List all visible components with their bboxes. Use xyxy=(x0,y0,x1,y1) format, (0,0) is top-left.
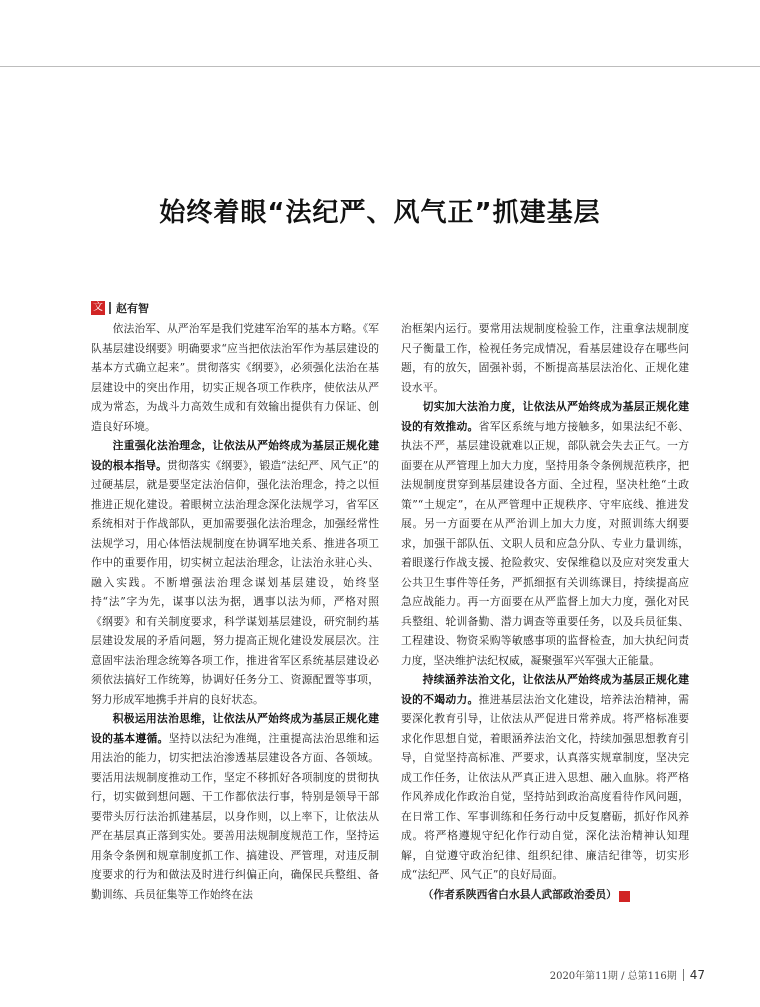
paragraph-body: 贯彻落实《纲要》，锻造“法纪严、风气正”的过硬基层，就是要坚定法治信仰，强化法治理念，持之以恒推进正规化建设。着眼树立法治理念深化法规学习，省军区系统相对于作战部队，更加需要强化法治理念，加强经常性法规学习，用心体悟法规制度在协调军地关系、推进各项工作中的重要作用，切实树立起法治理念，让法治永驻心头、融入实践。不断增强法治理念谋划基层建设，始终坚持“法”字为先，谋事以法为据，遇事以法为师，严格对照《纲要》和有关制度要求，科学谋划基层建设，研究制约基层建设发展的矛盾问题，努力提高正规化建设发展层次。注意固牢法治理念统筹各项工作，推进省军区系统基层建设必须依法搞好工作统筹，协调好任务分工、资源配置等事项，努力形成军地携手并肩的良好状态。 xyxy=(91,458,380,706)
end-mark-icon: G xyxy=(619,891,630,902)
section-lead: 持续涵养法治文化，让依法从严始终成为基层正规化建设的不竭动力。 xyxy=(401,673,689,706)
paragraph-continued: 治框架内运行。要常用法规制度检验工作，注重拿法规制度尺子衡量工作，检视任务完成情况，看基层建设存在哪些问题，有的放矢，固强补弱，不断提高基层法治化、正规化建设水平。 xyxy=(401,322,689,394)
byline-divider xyxy=(109,302,111,314)
paragraph-intro: 依法治军、从严治军是我们党建军治军的基本方略。《军队基层建设纲要》明确要求“应当把依法治军作为基层建设的基本方式确立起来”。贯彻落实《纲要》，必须强化法治在基层建设中的突出作用，切实正规各项工作秩序，使依法从严成为常态，为战斗力高效生成和有效输出提供有力保证、创造良好环境。 xyxy=(91,322,379,433)
author-name: 赵有智 xyxy=(116,302,149,315)
byline-tag: 文 xyxy=(93,302,103,313)
header-rule xyxy=(0,66,760,67)
author-affiliation xyxy=(401,885,689,905)
paragraph-body: 推进基层法治文化建设，培养法治精神，需要深化教育引导，让依法从严促进日常养成。将严格标准要求化作思想自觉，着眼涵养法治文化，持续加强思想教育引导，自觉坚持高标准、严要求，认真落实规章制度，坚决完成工作任务，让依法从严真正进入思想、融入血脉。将严格作风养成化作政治自觉，坚持站到政治高度看待作风问题，在日常工作、军事训练和任务行动中反复磨砺，抓好作风养成。将严格遵规守纪化作行动自觉，深化法治精神认知理解，自觉遵守政治纪律、组织纪律、廉洁纪律等，切实形成“法纪严、风气正”的良好局面。 xyxy=(401,692,690,881)
issue-info: 2020年第11期 / 总第116期 xyxy=(549,971,677,982)
section-lead: 注重强化法治理念，让依法从严始终成为基层正规化建设的根本指导。 xyxy=(91,439,379,472)
signature-text: （作者系陕西省白水县人武部政治委员） xyxy=(422,887,617,901)
section-lead: 切实加大法治力度，让依法从严始终成为基层正规化建设的有效推动。 xyxy=(401,400,689,433)
right-column xyxy=(401,319,689,904)
section-lead: 积极运用法治思维，让依法从严始终成为基层正规化建设的基本遵循。 xyxy=(91,712,379,745)
paragraph-legal-concept xyxy=(91,436,379,709)
paragraph-legal-thinking xyxy=(91,709,379,904)
article-title: 始终着眼“法纪严、风气正”抓建基层 xyxy=(159,198,601,228)
footer-divider xyxy=(683,969,684,981)
paragraph-legal-strength xyxy=(401,397,689,670)
page-footer xyxy=(550,967,705,982)
paragraph-body: 省军区系统与地方接触多，如果法纪不彰、执法不严，基层建设就难以正规，部队就会失去正气。一方面要在从严管理上加大力度，坚持用条令条例规范秩序，把法规制度贯穿到基层建设各方面、全过程，坚决杜绝“土政策”“土规定”，在从严管理中正规秩序、守牢底线、推进发展。另一方面要在从严治训上加大力度，对照训练大纲要求，加强干部队伍、文职人员和应急分队、专业力量训练，着眼遂行作战支援、抢险救灾、安保维稳以及应对突发重大公共卫生事件等任务，严抓细抠有关训练课目，持续提高应急应战能力。再一方面要在从严监督上加大力度，强化对民兵整组、轮训备勤、潜力调查等重要任务，以及兵员征集、工程建设、物资采购等敏感事项的监督检查，加大执纪问责力度，坚决维护法纪权威，凝聚强军兴军强大正能量。 xyxy=(401,419,690,667)
byline xyxy=(91,300,149,316)
left-column xyxy=(91,319,379,904)
paragraph-body: 坚持以法纪为准绳，注重提高法治思维和运用法治的能力，切实把法治渗透基层建设各方面、各领域。要活用法规制度推动工作，坚定不移抓好各项制度的贯彻执行，切实做到想问题、干工作都依法行事，特别是领导干部要带头厉行法治抓建基层，以身作则，以上率下，让依法从严在基层真正落到实处。要善用法规制度规范工作，坚持运用条令条例和规章制度抓工作、搞建设、严管理，对违反制度要求的行为和做法及时进行纠偏正向，确保民兵整组、备勤训练、兵员征集等工作始终在法 xyxy=(91,731,380,901)
page-number: 47 xyxy=(689,967,705,982)
paragraph-legal-culture xyxy=(401,670,689,885)
